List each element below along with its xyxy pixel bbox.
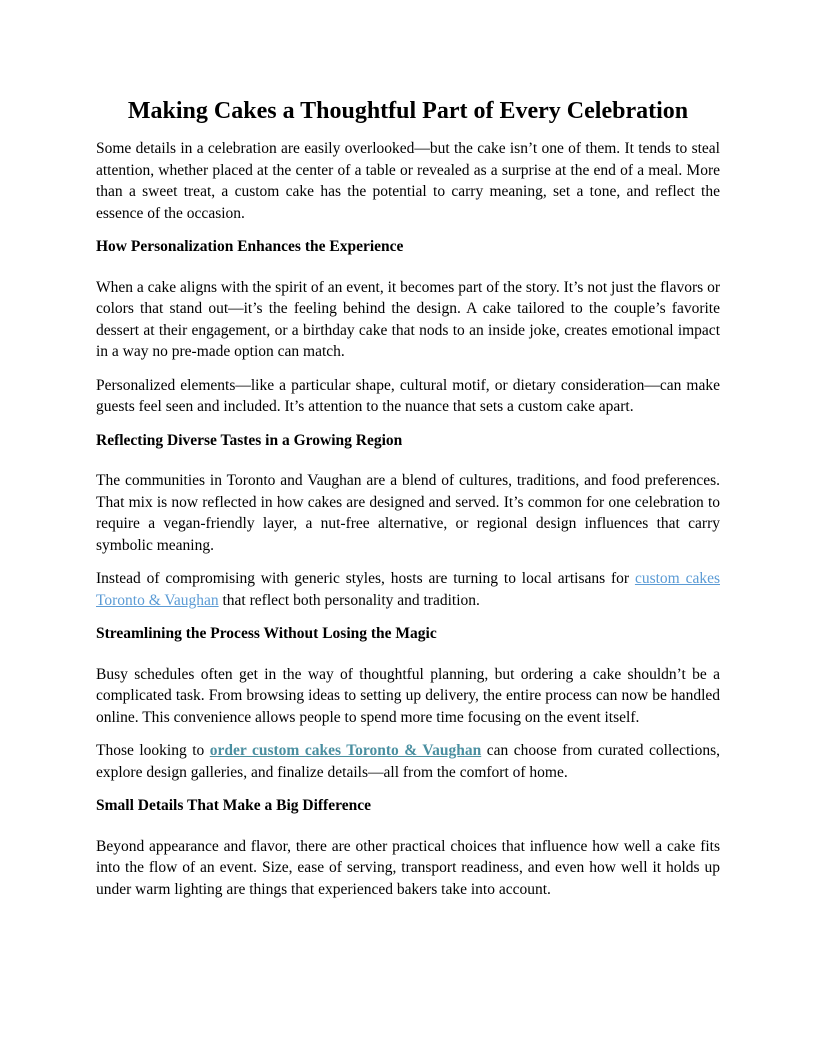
diverse-tastes-text-before: Instead of compromising with generic styles, hosts are turning to local artisans for <box>96 570 635 587</box>
streamlining-paragraph-1: Busy schedules often get in the way of thoughtful planning, but ordering a cake shouldn’t be a complicated task. From browsing ideas to setting up delivery, the entire process can now be handled online. This convenience allows people to spend more time focusing on the event itself. <box>96 665 720 726</box>
intro-paragraph: Some details in a celebration are easily overlooked—but the cake isn’t one of them. It tends to steal attention, whether placed at the center of a table or revealed as a surprise at the end of a meal. More than a sweet treat, a custom cake has the potential to carry meaning, set a tone, and reflect the essence of the occasion. <box>96 140 720 222</box>
section-heading-streamlining: Streamlining the Process Without Losing the Magic <box>96 625 437 642</box>
diverse-tastes-paragraph-2 <box>96 568 720 611</box>
diverse-tastes-text-after: that reflect both personality and tradition. <box>218 591 480 609</box>
section-heading-personalization: How Personalization Enhances the Experience <box>96 238 404 255</box>
small-details-paragraph-1: Beyond appearance and flavor, there are other practical choices that influence how well a cake fits into the flow of an event. Size, ease of serving, transport readiness, and even how well it holds up under warm lighting are things that experienced bakers take into account. <box>96 837 720 898</box>
section-heading-small-details: Small Details That Make a Big Difference <box>96 797 371 814</box>
page-title: Making Cakes a Thoughtful Part of Every Celebration <box>127 98 689 124</box>
personalization-paragraph-2: Personalized elements—like a particular shape, cultural motif, or dietary consideration—can make guests feel seen and included. It’s attention to the nuance that sets a custom cake apart. <box>96 376 720 415</box>
order-custom-cakes-link[interactable]: order custom cakes Toronto & Vaughan <box>209 742 482 759</box>
custom-cakes-link[interactable]: custom cakes Toronto & Vaughan <box>96 570 720 609</box>
streamlining-paragraph-2 <box>96 740 720 783</box>
streamlining-text-after: can choose from curated collections, explore design galleries, and finalize details—all from the comfort of home. <box>96 742 720 781</box>
document-page <box>96 96 720 912</box>
diverse-tastes-paragraph-1: The communities in Toronto and Vaughan are a blend of cultures, traditions, and food preferences. That mix is now reflected in how cakes are designed and served. It’s common for one celebration to require a vegan-friendly layer, a nut-free alternative, or regional design influences that carry symbolic meaning. <box>96 472 720 554</box>
personalization-paragraph-1: When a cake aligns with the spirit of an event, it becomes part of the story. It’s not just the flavors or colors that stand out—it’s the feeling behind the design. A cake tailored to the couple’s favorite dessert at their engagement, or a birthday cake that nods to an inside joke, creates emotional impact in a way no pre-made option can match. <box>96 278 720 360</box>
streamlining-text-before: Those looking to <box>96 742 210 759</box>
section-heading-diverse-tastes: Reflecting Diverse Tastes in a Growing Region <box>96 431 403 449</box>
